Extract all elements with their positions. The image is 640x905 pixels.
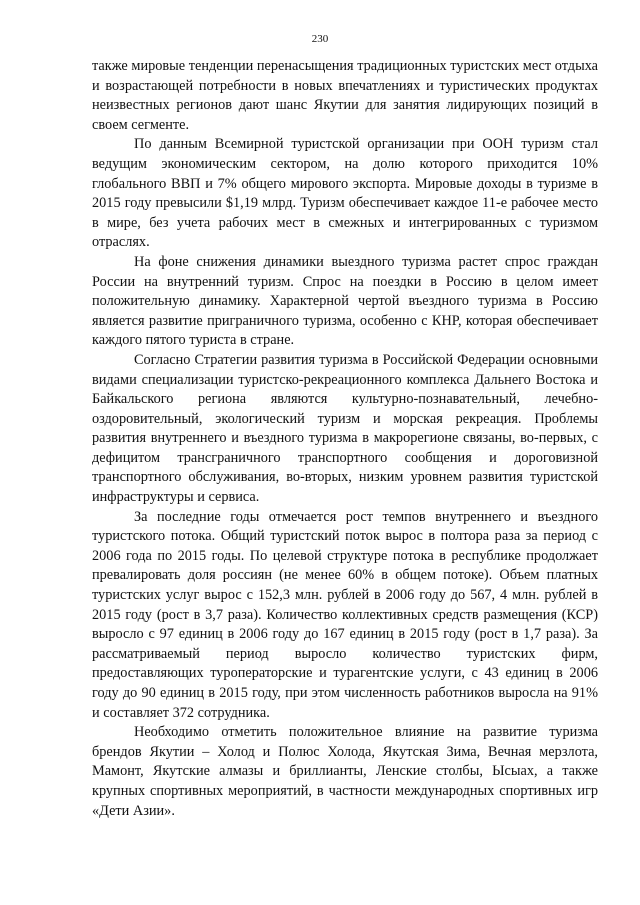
- paragraph-tourist-flow-growth: За последние годы отмечается рост темпов внутреннего и въездного туристского потока. Общий туристский поток вырос в полтора раза за период с 2006 года по 2015 годы. По целевой структуре потока в республике продолжает превалировать доля россиян (не менее 60% в общем потоке). Объем платных туристских услуг вырос с 152,3 млн. рублей в 2006 году до 567, 4 млн. рублей в 2015 году (рост в 3,7 раза). Количество коллективных средств размещения (КСР) выросло с 97 единиц в 2006 году до 167 единиц в 2015 году (рост в 1,7 раза). За рассматриваемый период выросло количество туристских фирм, предоставляющих туроператорские и турагентские услуги, с 43 единиц в 2006 году до 90 единиц в 2015 году, при этом численность работников выросла на 91% и составляет 372 сотрудника.: [92, 508, 598, 721]
- document-body: [92, 57, 598, 821]
- paragraph-yakutia-brands: Необходимо отметить положительное влияние на развитие туризма брендов Якутии – Холод и Полюс Холода, Якутская Зима, Вечная мерзлота, Мамонт, Якутские алмазы и бриллианты, Ленские столбы, Ысыах, а также крупных спортивных мероприятий, в частности международных спортивных игр «Дети Азии».: [92, 724, 598, 819]
- paragraph-domestic-tourism-demand: На фоне снижения динамики выездного туризма растет спрос граждан России на внутренний туризм. Спрос на поездки в Россию в целом имеет положительную динамику. Характерной чертой въездного туризма в Россию является развитие приграничного туризма, особенно с КНР, которая обеспечивает каждого пятого туриста в стране.: [92, 253, 598, 349]
- paragraph-unwto-statistics: По данным Всемирной туристской организации при ООН туризм стал ведущим экономическим сектором, на долю которого приходится 10% глобального ВВП и 7% общего мирового экспорта. Мировые доходы в туризме в 2015 году превысили $1,19 млрд. Туризм обеспечивает каждое 11-е рабочее место в мире, без учета рабочих мест в смежных и интегрированных с туризмом отраслях.: [92, 136, 598, 251]
- paragraph-strategy-specialization: Согласно Стратегии развития туризма в Российской Федерации основными видами специализации туристско-рекреационного комплекса Дальнего Востока и Байкальского региона являются культурно-познавательный, лечебно-оздоровительный, экологический туризм и морская рекреация. Проблемы развития внутреннего и въездного туризма в макрорегионе связаны, во-первых, с дефицитом трансграничного транспортного сообщения и дороговизной транспортного обслуживания, во-вторых, низким уровнем развития туристской инфраструктуры и сервиса.: [92, 351, 598, 506]
- page-number: 230: [311, 33, 329, 45]
- paragraph-continuation: также мировые тенденции перенасыщения традиционных туристских мест отдыха и возрастающей потребности в новых впечатлениях и туристических продуктах неизвестных регионов дают шанс Якутии для занятия лидирующих позиций в своем сегменте.: [92, 58, 598, 133]
